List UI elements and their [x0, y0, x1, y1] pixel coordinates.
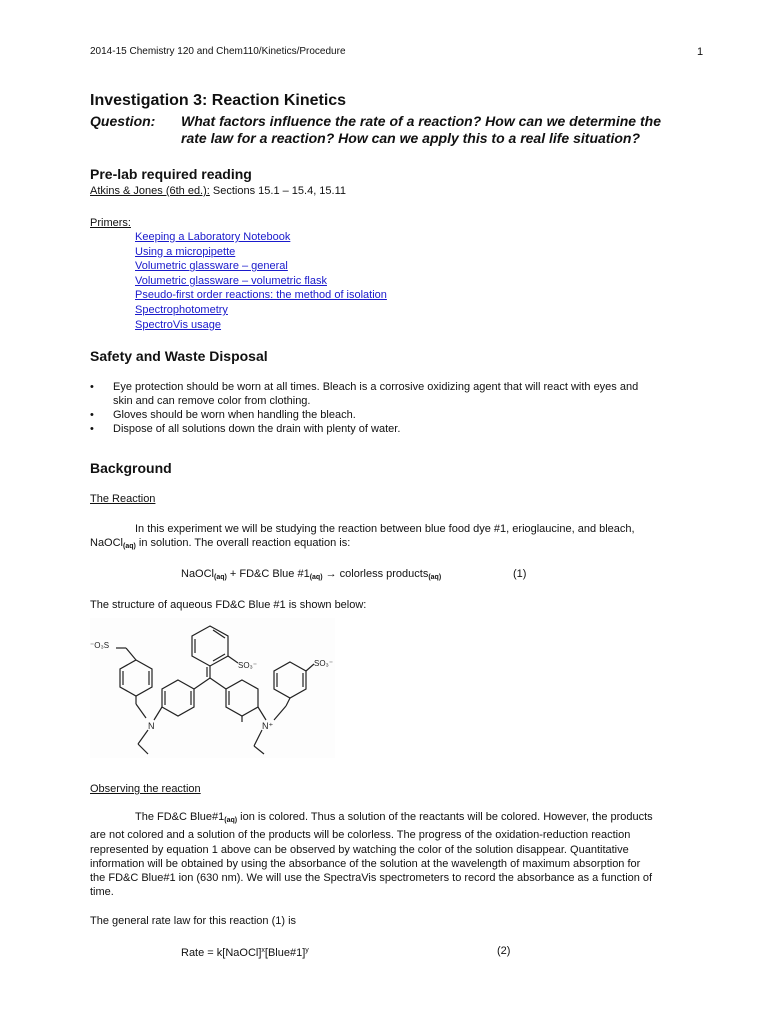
safety-list	[90, 380, 710, 436]
safety-item: • Dispose of all solutions down the drain with plenty of water.	[90, 423, 401, 435]
question-label: Question:	[90, 113, 156, 129]
page-number: 1	[697, 46, 704, 58]
equation-2-number: (2)	[497, 945, 511, 957]
bullet-glyph: •	[90, 409, 94, 421]
bullet-glyph: •	[90, 381, 94, 393]
primers-list	[135, 230, 387, 332]
so3-label-middle: SO₃⁻	[238, 661, 258, 670]
textbook-sections: Sections 15.1 – 15.4, 15.11	[209, 185, 347, 197]
question-line-1: What factors influence the rate of a reaction? How can we determine the	[181, 113, 661, 129]
bullet-glyph: •	[90, 423, 94, 435]
prelab-reading	[90, 184, 346, 199]
nitrogen-right: N⁺	[262, 721, 274, 731]
equation-1: NaOCl$_{(aq)}$ + FD&C Blue $\#1_{(aq)}$ → colorless products$_{(aq)}$	[181, 568, 442, 581]
fdc-blue-1-structure	[90, 618, 335, 758]
equation-1-number: (1)	[513, 568, 527, 580]
rate-law-intro: The general rate law for this reaction (1) is	[90, 915, 297, 927]
primer-link-glassware-general[interactable]: Volumetric glassware – general	[135, 260, 288, 273]
safety-item: • Gloves should be worn when handling the bleach.	[90, 409, 356, 421]
question-text	[181, 113, 721, 147]
textbook-reference: Atkins & Jones (6th ed.):	[90, 185, 210, 197]
running-header: 2014-15 Chemistry 120 and Chem110/Kinetics/Procedure	[90, 46, 346, 57]
safety-item: • Eye protection should be worn at all times. Bleach is a corrosive oxidizing agent that will react with eyes and skin and can remove color from clothing.	[90, 381, 639, 407]
primers-label: Primers:	[90, 217, 131, 229]
observing-paragraph: The FD&C $Blue\#1_{(aq)}$ ion is colored. Thus a solution of the reactants will be colored. However, the products are not colored and a solution of the products will be colorless. The progress of the oxidation-reduction reaction represented by equation 1 above can be observed by watching the color of the solution disappear. Quantitative information will be obtained by using the absorbance of the solution at the wavelength of maximum absorption for the FD&C Blue#1 ion (630 nm). We will use the SpectraVis spectrometers to record the absorbance as a function of time.	[90, 811, 653, 899]
primer-link-pseudo-first-order[interactable]: Pseudo-first order reactions: the method of isolation	[135, 289, 387, 302]
reaction-subheading: The Reaction	[90, 493, 156, 505]
so3-label-right: SO₃⁻	[314, 659, 334, 668]
question-line-2: rate law for a reaction? How can we apply this to a real life situation?	[181, 130, 640, 146]
so3-label-left: ⁻O₃S	[90, 641, 110, 650]
background-heading: Background	[90, 460, 172, 476]
page-title: Investigation 3: Reaction Kinetics	[90, 92, 347, 109]
reaction-intro: In this experiment we will be studying the reaction between blue food dye #1, erioglaucine, and bleach, NaOCl$_{(aq)}$ in solution. The overall reaction equation is:	[90, 523, 635, 551]
safety-heading: Safety and Waste Disposal	[90, 348, 268, 364]
primer-link-spectrophotometry[interactable]: Spectrophotometry	[135, 303, 228, 316]
observing-subheading: Observing the reaction	[90, 783, 201, 795]
primer-link-spectrovis[interactable]: SpectroVis usage	[135, 318, 222, 331]
equation-2: Rate = k[NaOCl]$^x$[Blue#1]$^y$	[181, 947, 309, 959]
primer-link-volumetric-flask[interactable]: Volumetric glassware – volumetric flask	[135, 274, 327, 287]
prelab-heading: Pre-lab required reading	[90, 166, 252, 182]
primer-link-micropipette[interactable]: Using a micropipette	[135, 245, 236, 258]
structure-caption: The structure of aqueous FD&C Blue #1 is shown below:	[90, 599, 367, 611]
nitrogen-left: N	[148, 721, 155, 731]
primer-link-notebook[interactable]: Keeping a Laboratory Notebook	[135, 231, 291, 243]
